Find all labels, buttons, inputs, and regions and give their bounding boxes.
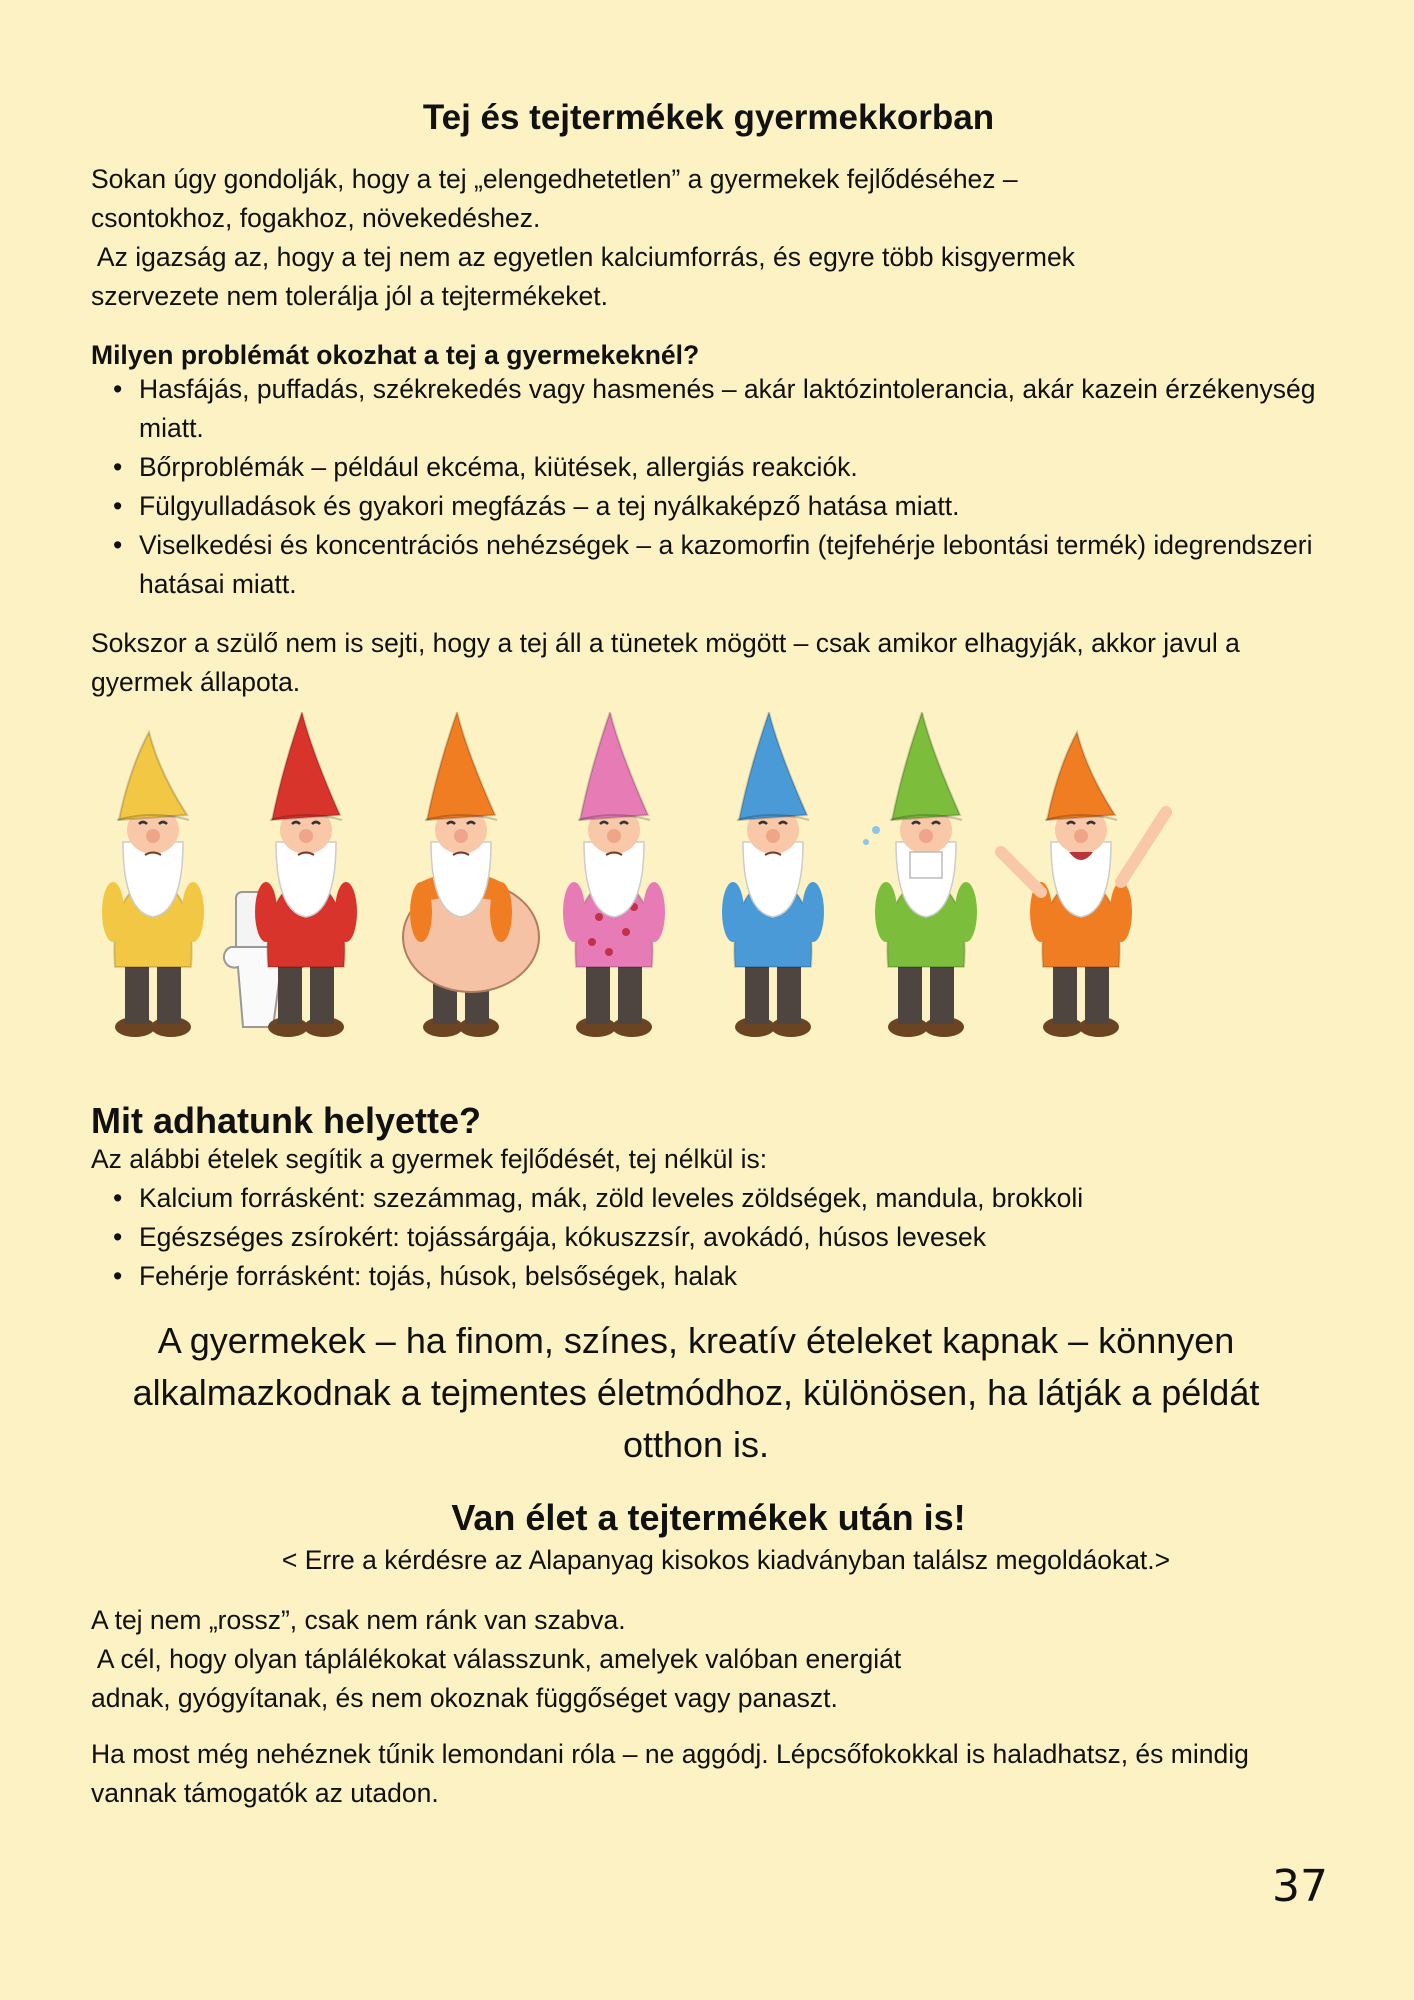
reference-note: < Erre a kérdésre az Alapanyag kisokos kiadványban találsz megoldáokat.> — [281, 1545, 1171, 1575]
page-title: Tej és tejtermékek gyermekkorban — [422, 98, 995, 137]
alternatives-intro: Az alábbi ételek segítik a gyermek fejlődését, tej nélkül is: — [91, 1144, 768, 1174]
problems-list — [91, 370, 1339, 604]
gnome-stomachache-icon — [102, 732, 204, 1037]
list-item: • Fülgyulladások és gyakori megfázás – a tej nyálkaképző hatása miatt. — [139, 487, 1339, 526]
alternatives-heading: Mit adhatunk helyette? — [91, 1100, 482, 1141]
intro-paragraph: Sokan úgy gondolják, hogy a tej „elengedhetetlen” a gyermekek fejlődéséhez – csontokhoz, fogakhoz, növekedéshez. Az igazság az, hogy a tej nem az egyetlen kalciumforrás, és egyre több kisgyermek szervezete nem tolerálja jól a tejtermékeket. — [91, 164, 1075, 311]
gnomes-illustration — [91, 712, 1331, 1047]
page-number: 37 — [1272, 1861, 1328, 1912]
list-item: • Viselkedési és koncentrációs nehézségek – a kazomorfin (tejfehérje lebontási termék) idegrendszeri hatásai miatt. — [139, 526, 1339, 604]
problems-heading: Milyen problémát okozhat a tej a gyermekeknél? — [91, 340, 700, 370]
gnome-happy-icon — [1001, 732, 1166, 1037]
gnome-sneezing-icon — [863, 712, 977, 1037]
symptom-paragraph: Sokszor a szülő nem is sejti, hogy a tej áll a tünetek mögött – csak amikor elhagyják, akkor javul a gyermek állapota. — [91, 628, 1240, 697]
list-item: • Fehérje forrásként: tojás, húsok, belsőségek, halak — [139, 1257, 1339, 1296]
life-heading: Van élet a tejtermékek után is! — [451, 1497, 966, 1538]
gnome-earache-icon — [722, 712, 824, 1037]
list-item: • Hasfájás, puffadás, székrekedés vagy hasmenés – akár laktózintolerancia, akár kazein érzékenység miatt. — [139, 370, 1339, 448]
conclusion-paragraph: A tej nem „rossz”, csak nem ránk van szabva. A cél, hogy olyan táplálékokat válasszunk, amelyek valóban energiát adnak, gyógyítanak, és nem okoznak függőséget vagy panaszt. — [91, 1605, 902, 1713]
list-item: • Kalcium forrásként: szezámmag, mák, zöld leveles zöldségek, mandula, brokkoli — [139, 1179, 1339, 1218]
highlight-quote: A gyermekek – ha finom, színes, kreatív ételeket kapnak – könnyen alkalmazkodnak a tejmentes életmódhoz, különösen, ha látják a példát otthon is. — [132, 1320, 1260, 1465]
gnome-rash-icon — [563, 712, 665, 1037]
gnome-bloated-icon — [403, 712, 539, 1037]
list-item: • Bőrproblémák – például ekcéma, kiütések, allergiás reakciók. — [139, 448, 1339, 487]
gnome-toilet-icon — [224, 712, 357, 1037]
alternatives-list — [91, 1179, 1339, 1296]
list-item: • Egészséges zsírokért: tojássárgája, kókuszzsír, avokádó, húsos levesek — [139, 1218, 1339, 1257]
encouragement-paragraph: Ha most még nehéznek tűnik lemondani róla – ne aggódj. Lépcsőfokokkal is haladhatsz, és mindig vannak támogatók az utadon. — [91, 1739, 1249, 1808]
